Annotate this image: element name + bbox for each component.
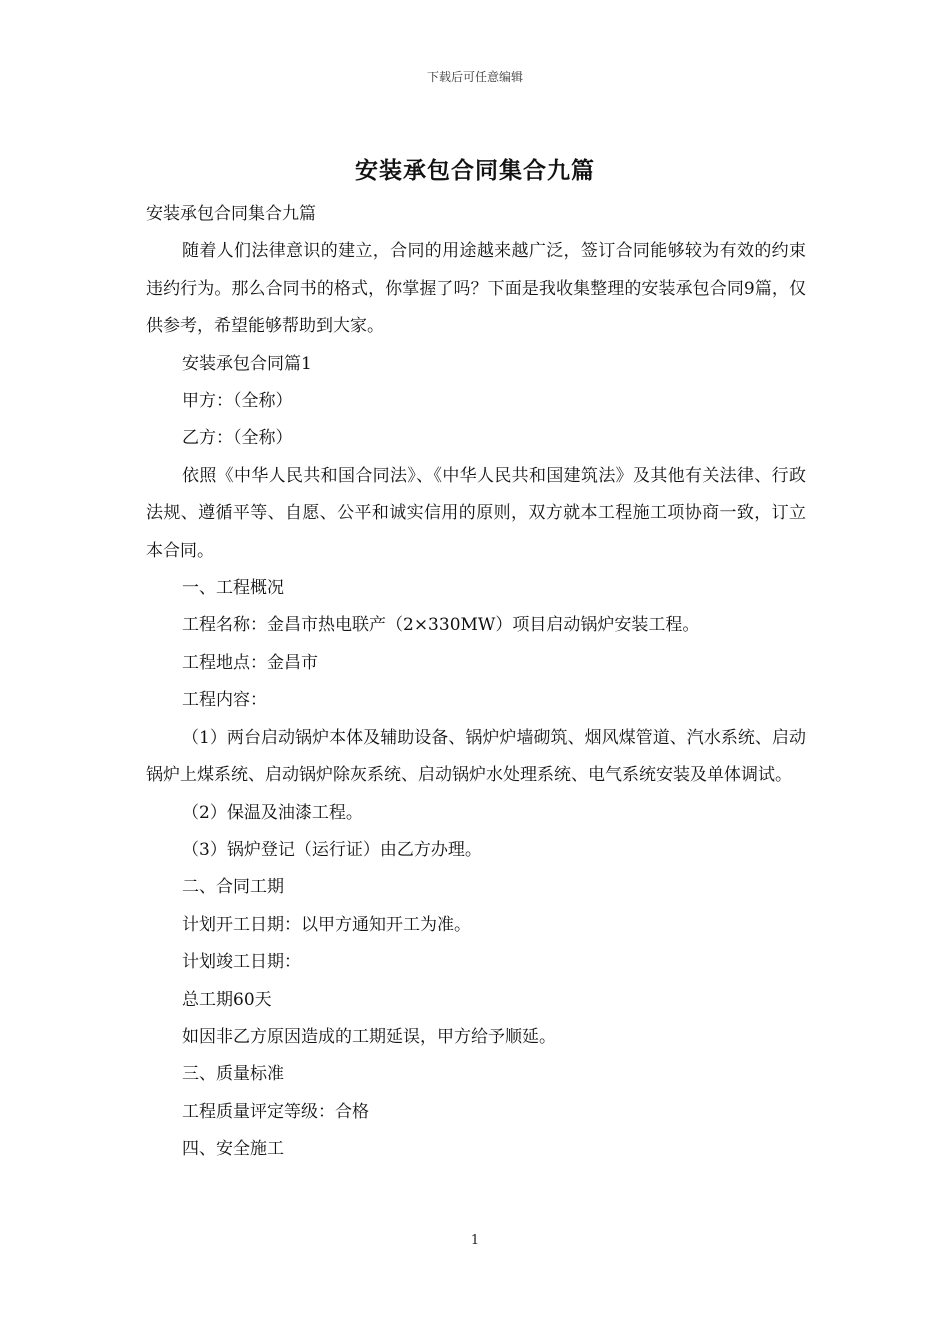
- paragraph-party-b: 乙方：（全称）: [182, 428, 293, 449]
- header-note: 下载后可任意编辑: [426, 70, 523, 84]
- paragraph-delay-clause: 如因非乙方原因造成的工期延误，甲方给予顺延。: [182, 1026, 556, 1047]
- paragraph-section-4: 四、安全施工: [182, 1139, 284, 1160]
- document-title: 安装承包合同集合九篇: [355, 157, 595, 184]
- paragraph-quality-grade: 工程质量评定等级：合格: [182, 1101, 369, 1122]
- page-number: 1: [470, 1233, 480, 1248]
- paragraph-project-content: 工程内容：: [182, 690, 267, 711]
- paragraph-content-item-2: （2）保温及油漆工程。: [182, 802, 363, 823]
- paragraph-total-duration: 总工期60天: [182, 989, 272, 1010]
- paragraph-project-location: 工程地点：金昌市: [182, 652, 318, 673]
- paragraph-finish-date: 计划竣工日期：: [182, 952, 301, 973]
- paragraph-party-a: 甲方：（全称）: [182, 391, 293, 412]
- document-body: [146, 196, 806, 1169]
- paragraph-legal-basis: 依照《中华人民共和国合同法》、《中华人民共和国建筑法》及其他有关法律、行政法规、遵循平等、自愿、公平和诚实信用的原则，双方就本工程施工项协商一致，订立本合同。: [146, 465, 806, 561]
- paragraph-content-item-3: （3）锅炉登记（运行证）由乙方办理。: [182, 839, 482, 860]
- paragraph-section-3: 三、质量标准: [182, 1064, 284, 1085]
- paragraph-section-2: 二、合同工期: [182, 877, 284, 898]
- paragraph-subtitle: 安装承包合同集合九篇: [146, 204, 316, 224]
- paragraph-section-1: 一、工程概况: [182, 578, 284, 599]
- paragraph-start-date: 计划开工日期：以甲方通知开工为准。: [182, 914, 471, 935]
- paragraph-heading-contract-1: 安装承包合同篇1: [182, 353, 312, 374]
- paragraph-content-item-1: （1）两台启动锅炉本体及辅助设备、锅炉炉墙砌筑、烟风煤管道、汽水系统、启动锅炉上煤系统、启动锅炉除灰系统、启动锅炉水处理系统、电气系统安装及单体调试。: [146, 727, 806, 786]
- paragraph-project-name: 工程名称：金昌市热电联产（2×330MW）项目启动锅炉安装工程。: [182, 615, 700, 636]
- paragraph-intro: 随着人们法律意识的建立，合同的用途越来越广泛，签订合同能够较为有效的约束违约行为。那么合同书的格式，你掌握了吗？下面是我收集整理的安装承包合同9篇，仅供参考，希望能够帮助到大家。: [146, 241, 806, 337]
